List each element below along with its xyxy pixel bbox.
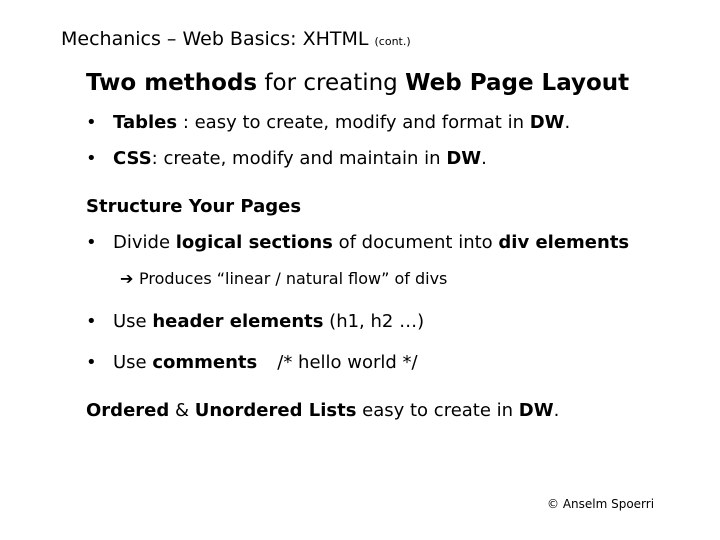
lists-t3: .: [553, 400, 560, 421]
lists-b1: Ordered: [86, 400, 170, 421]
bullet-marker: •: [86, 232, 97, 253]
bullet-comments: [86, 352, 418, 373]
bullet-tables-end: .: [564, 112, 571, 133]
subheading-text: Structure Your Pages: [86, 196, 302, 217]
comments-t1: Use: [113, 352, 153, 373]
bullet-tables-text: : easy to create, modify and format in: [177, 112, 530, 133]
bullet-css: [86, 148, 487, 169]
bullet-marker: •: [86, 112, 97, 133]
copyright-notice: © Anselm Spoerri: [547, 497, 655, 511]
bullet-tables: [86, 112, 570, 133]
bullet-header-elements: [86, 311, 424, 332]
bullet-css-dw: DW: [446, 148, 482, 169]
lists-t2: easy to create in: [356, 400, 519, 421]
produces-text: Produces “linear / natural flow” of divs: [139, 269, 448, 288]
main-heading: [86, 70, 629, 96]
bullet-marker: •: [86, 311, 97, 332]
heading-part2: for creating: [257, 70, 406, 96]
lists-t1: &: [169, 400, 195, 421]
divide-b2: div elements: [498, 232, 630, 253]
header-t1: Use: [113, 311, 153, 332]
lists-b3: DW: [518, 400, 554, 421]
title-suffix: (cont.): [374, 35, 411, 48]
bullet-css-end: .: [481, 148, 487, 169]
lists-line: [86, 400, 559, 421]
bullet-css-bold: CSS: [113, 148, 152, 169]
divide-b1: logical sections: [175, 232, 333, 253]
bullet-marker: •: [86, 352, 97, 373]
bullet-tables-dw: DW: [529, 112, 565, 133]
header-b1: header elements: [152, 311, 324, 332]
slide-title: [61, 28, 411, 50]
divide-t2: of document into: [332, 232, 499, 253]
comments-example: /* hello world */: [277, 352, 418, 373]
bullet-css-text: : create, modify and maintain in: [151, 148, 447, 169]
heading-part1: Two methods: [86, 70, 258, 96]
subheading: [86, 196, 301, 217]
header-t2: (h1, h2 …): [323, 311, 425, 332]
arrow-right-icon: ➔: [120, 269, 134, 288]
lists-b2: Unordered Lists: [194, 400, 357, 421]
bullet-tables-bold: Tables: [113, 112, 178, 133]
bullet-marker: •: [86, 148, 97, 169]
title-text: Mechanics – Web Basics: XHTML: [61, 28, 369, 50]
comments-b1: comments: [152, 352, 258, 373]
heading-part3: Web Page Layout: [405, 70, 630, 96]
sub-bullet-produces: [120, 269, 447, 288]
divide-t1: Divide: [113, 232, 176, 253]
bullet-divide: [86, 232, 629, 253]
